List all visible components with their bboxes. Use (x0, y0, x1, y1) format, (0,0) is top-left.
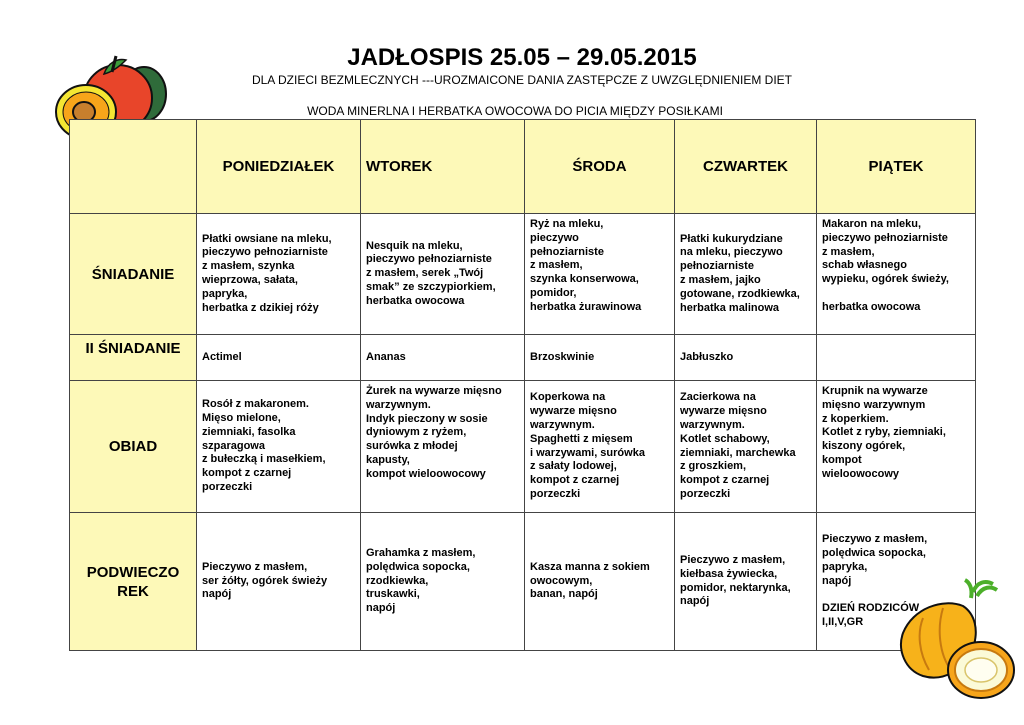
menu-cell: Pieczywo z masłem, polędwica sopocka, papryka, napój DZIEŃ RODZICÓW I,II,V,GR (817, 513, 976, 651)
menu-cell: Ryż na mleku, pieczywo pełnoziarniste z masłem, szynka konserwowa, pomidor, herbatka żurawinowa (525, 214, 675, 335)
onion-clipart-icon (893, 578, 1018, 703)
menu-cell: Actimel (197, 335, 361, 381)
menu-cell: Rosół z makaronem. Mięso mielone, ziemniaki, fasolka szparagowa z bułeczką i masełkiem, kompot z czarnej porzeczki (197, 381, 361, 513)
menu-cell: Kasza manna z sokiem owocowym, banan, napój (525, 513, 675, 651)
menu-cell: Ananas (361, 335, 525, 381)
meal-label-ii-sniadanie: II ŚNIADANIE (70, 335, 197, 381)
menu-cell: Jabłuszko (675, 335, 817, 381)
table-row-podwieczorek (70, 513, 976, 651)
menu-cell: Płatki kukurydziane na mleku, pieczywo pełnoziarniste z masłem, jajko gotowane, rzodkiewka, herbatka malinowa (675, 214, 817, 335)
menu-cell: Nesquik na mleku, pieczywo pełnoziarniste z masłem, serek „Twój smak” ze szczypiorkiem, herbatka owocowa (361, 214, 525, 335)
menu-cell: Grahamka z masłem, polędwica sopocka, rzodkiewka, truskawki, napój (361, 513, 525, 651)
menu-cell: Makaron na mleku, pieczywo pełnoziarniste z masłem, schab własnego wypieku, ogórek świeży, herbatka owocowa (817, 214, 976, 335)
meal-label-sniadanie: ŚNIADANIE (70, 214, 197, 335)
table-row-sniadanie (70, 214, 976, 335)
menu-cell: Pieczywo z masłem, ser żółty, ogórek świeży napój (197, 513, 361, 651)
meal-label-obiad: OBIAD (70, 381, 197, 513)
table-row-ii-sniadanie (70, 335, 976, 381)
day-header-thursday: CZWARTEK (675, 120, 817, 214)
menu-table (69, 119, 976, 651)
drinks-note: WODA MINERLNA I HERBATKA OWOCOWA DO PICIA MIĘDZY POSIŁKAMI (307, 104, 723, 118)
day-header-tuesday: WTOREK (361, 120, 525, 214)
meal-label-podwieczorek: PODWIECZO REK (70, 513, 197, 651)
day-header-monday: PONIEDZIAŁEK (197, 120, 361, 214)
menu-cell: Krupnik na wywarze mięsno warzywnym z koperkiem. Kotlet z ryby, ziemniaki, kiszony ogórek, kompot wieloowocowy (817, 381, 976, 513)
menu-cell: Brzoskwinie (525, 335, 675, 381)
menu-cell: Żurek na wywarze mięsno warzywnym. Indyk pieczony w sosie dyniowym z ryżem, surówka z młodej kapusty, kompot wieloowocowy (361, 381, 525, 513)
table-row-obiad (70, 381, 976, 513)
corner-cell (70, 120, 197, 214)
menu-subtitle: DLA DZIECI BEZMLECZNYCH ---UROZMAICONE DANIA ZASTĘPCZE Z UWZGLĘDNIENIEM DIET (251, 73, 793, 87)
table-header-row (70, 120, 976, 214)
menu-cell (817, 335, 976, 381)
menu-cell: Płatki owsiane na mleku, pieczywo pełnoziarniste z masłem, szynka wieprzowa, sałata, papryka, herbatka z dzikiej róży (197, 214, 361, 335)
day-header-friday: PIĄTEK (817, 120, 976, 214)
menu-title: JADŁOSPIS 25.05 – 29.05.2015 (347, 44, 697, 71)
menu-cell: Pieczywo z masłem, kiełbasa żywiecka, pomidor, nektarynka, napój (675, 513, 817, 651)
menu-cell: Koperkowa na wywarze mięsno warzywnym. Spaghetti z mięsem i warzywami, surówka z sałaty lodowej, kompot z czarnej porzeczki (525, 381, 675, 513)
day-header-wednesday: ŚRODA (525, 120, 675, 214)
menu-cell: Zacierkowa na wywarze mięsno warzywnym. Kotlet schabowy, ziemniaki, marchewka z groszkiem, kompot z czarnej porzeczki (675, 381, 817, 513)
